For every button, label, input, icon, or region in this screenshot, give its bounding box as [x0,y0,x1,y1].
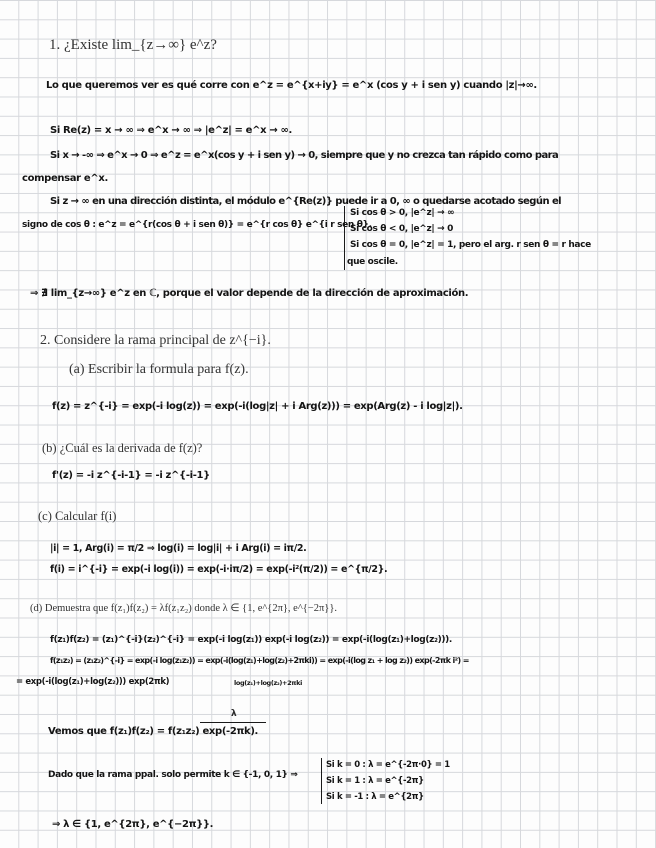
q2d-line-3: = exp(-i(log(z₁)+log(z₂))) exp(2πk) [16,677,170,687]
q2d-k-case-minus-1: Si k = -1 : λ = e^{2π} [326,792,424,802]
q2d-line-2: f(z₁z₂) = (z₁z₂)^{-i} = exp(-i log(z₁z₂)) = exp(-i(log(z₁)+log(z₂)+2πki)) = exp(-i(log z₁ + log z₂)) exp(-2πk i²) = [50,656,469,665]
q2c-title: (c) Calcular f(i) [38,509,117,523]
question-1-title: 1. ¿Existe lim_{z→∞} e^z? [49,37,217,53]
q1-case-negative-cont: compensar e^x. [22,173,108,184]
q2d-line-1: f(z₁)f(z₂) = (z₁)^{-i}(z₂)^{-i} = exp(-i log(z₁)) exp(-i log(z₂)) = exp(-i(log(z₁)+log(z₂))). [50,635,452,645]
q2d-title: (d) Demuestra que f(z₁)f(z₂) = λf(z₁z₂) donde λ ∈ {1, e^{2π}, e^{−2π}}. [30,603,337,614]
q2c-line-1: |i| = 1, Arg(i) = π/2 ⇒ log(i) = log|i| + i Arg(i) = iπ/2. [50,543,307,554]
q2c-line-2: f(i) = i^{-i} = exp(-i log(i)) = exp(-i·iπ/2) = exp(-i²(π/2)) = e^{π/2}. [50,564,388,575]
q1-cases-brace [344,206,345,270]
q1-case-cos-zero-cont: que oscile. [347,257,398,267]
q2a-answer: f(z) = z^{-i} = exp(-i log(z)) = exp(-i(log|z| + i Arg(z))) = exp(Arg(z) - i log|z|). [52,401,463,412]
q1-direction-line: Si z → ∞ en una dirección distinta, el módulo e^{Re(z)} puede ir a 0, ∞ o quedarse acotado según el [50,196,562,207]
q1-sign-line: signo de cos θ : e^z = e^{r(cos θ + i sen θ)} = e^{r cos θ} e^{i r sen θ}. [22,220,372,230]
q2d-k-case-1: Si k = 1 : λ = e^{-2π} [326,776,424,786]
q1-case-positive: Si Re(z) = x → ∞ ⇒ e^x → ∞ ⇒ |e^z| = e^x → ∞. [50,125,292,136]
q1-case-cos-positive: Si cos θ > 0, |e^z| → ∞ [350,208,455,218]
q2d-final: ⇒ λ ∈ {1, e^{2π}, e^{−2π}}. [52,819,214,830]
q1-case-cos-negative: Si cos θ < 0, |e^z| → 0 [350,224,453,234]
q1-intro-line: Lo que queremos ver es qué corre con e^z = e^{x+iy} = e^x (cos y + i sen y) cuando |z|→∞. [46,80,537,91]
q2a-title: (a) Escribir la formula para f(z). [69,362,249,377]
q2d-k-cases-brace [321,758,322,804]
q2b-title: (b) ¿Cuál es la derivada de f(z)? [42,441,203,455]
q2d-dado: Dado que la rama ppal. solo permite k ∈ {-1, 0, 1} ⇒ [48,770,298,780]
q1-case-negative: Si x → -∞ ⇒ e^x → 0 ⇒ e^z = e^x(cos y + i sen y) → 0, siempre que y no crezca tan rápido como para [50,150,559,161]
lambda-caret-label: λ [231,709,237,719]
q1-conclusion: ⇒ ∄ lim_{z→∞} e^z en ℂ, porque el valor depende de la dirección de aproximación. [30,288,469,299]
q2d-k-case-0: Si k = 0 : λ = e^{-2π·0} = 1 [326,760,450,770]
question-2-title: 2. Considere la rama principal de z^{−i}. [40,333,271,348]
lambda-overbar [200,722,266,723]
q1-case-cos-zero: Si cos θ = 0, |e^z| = 1, pero el arg. r sen θ = r hace [350,240,591,250]
q2d-vemos: Vemos que f(z₁)f(z₂) = f(z₁z₂) exp(-2πk). [48,726,258,737]
q2b-answer: f'(z) = -i z^{-i-1} = -i z^{-i-1} [52,470,210,481]
q2d-underbrace-label: log(z₁)+log(z₂)+2πki [234,679,302,687]
